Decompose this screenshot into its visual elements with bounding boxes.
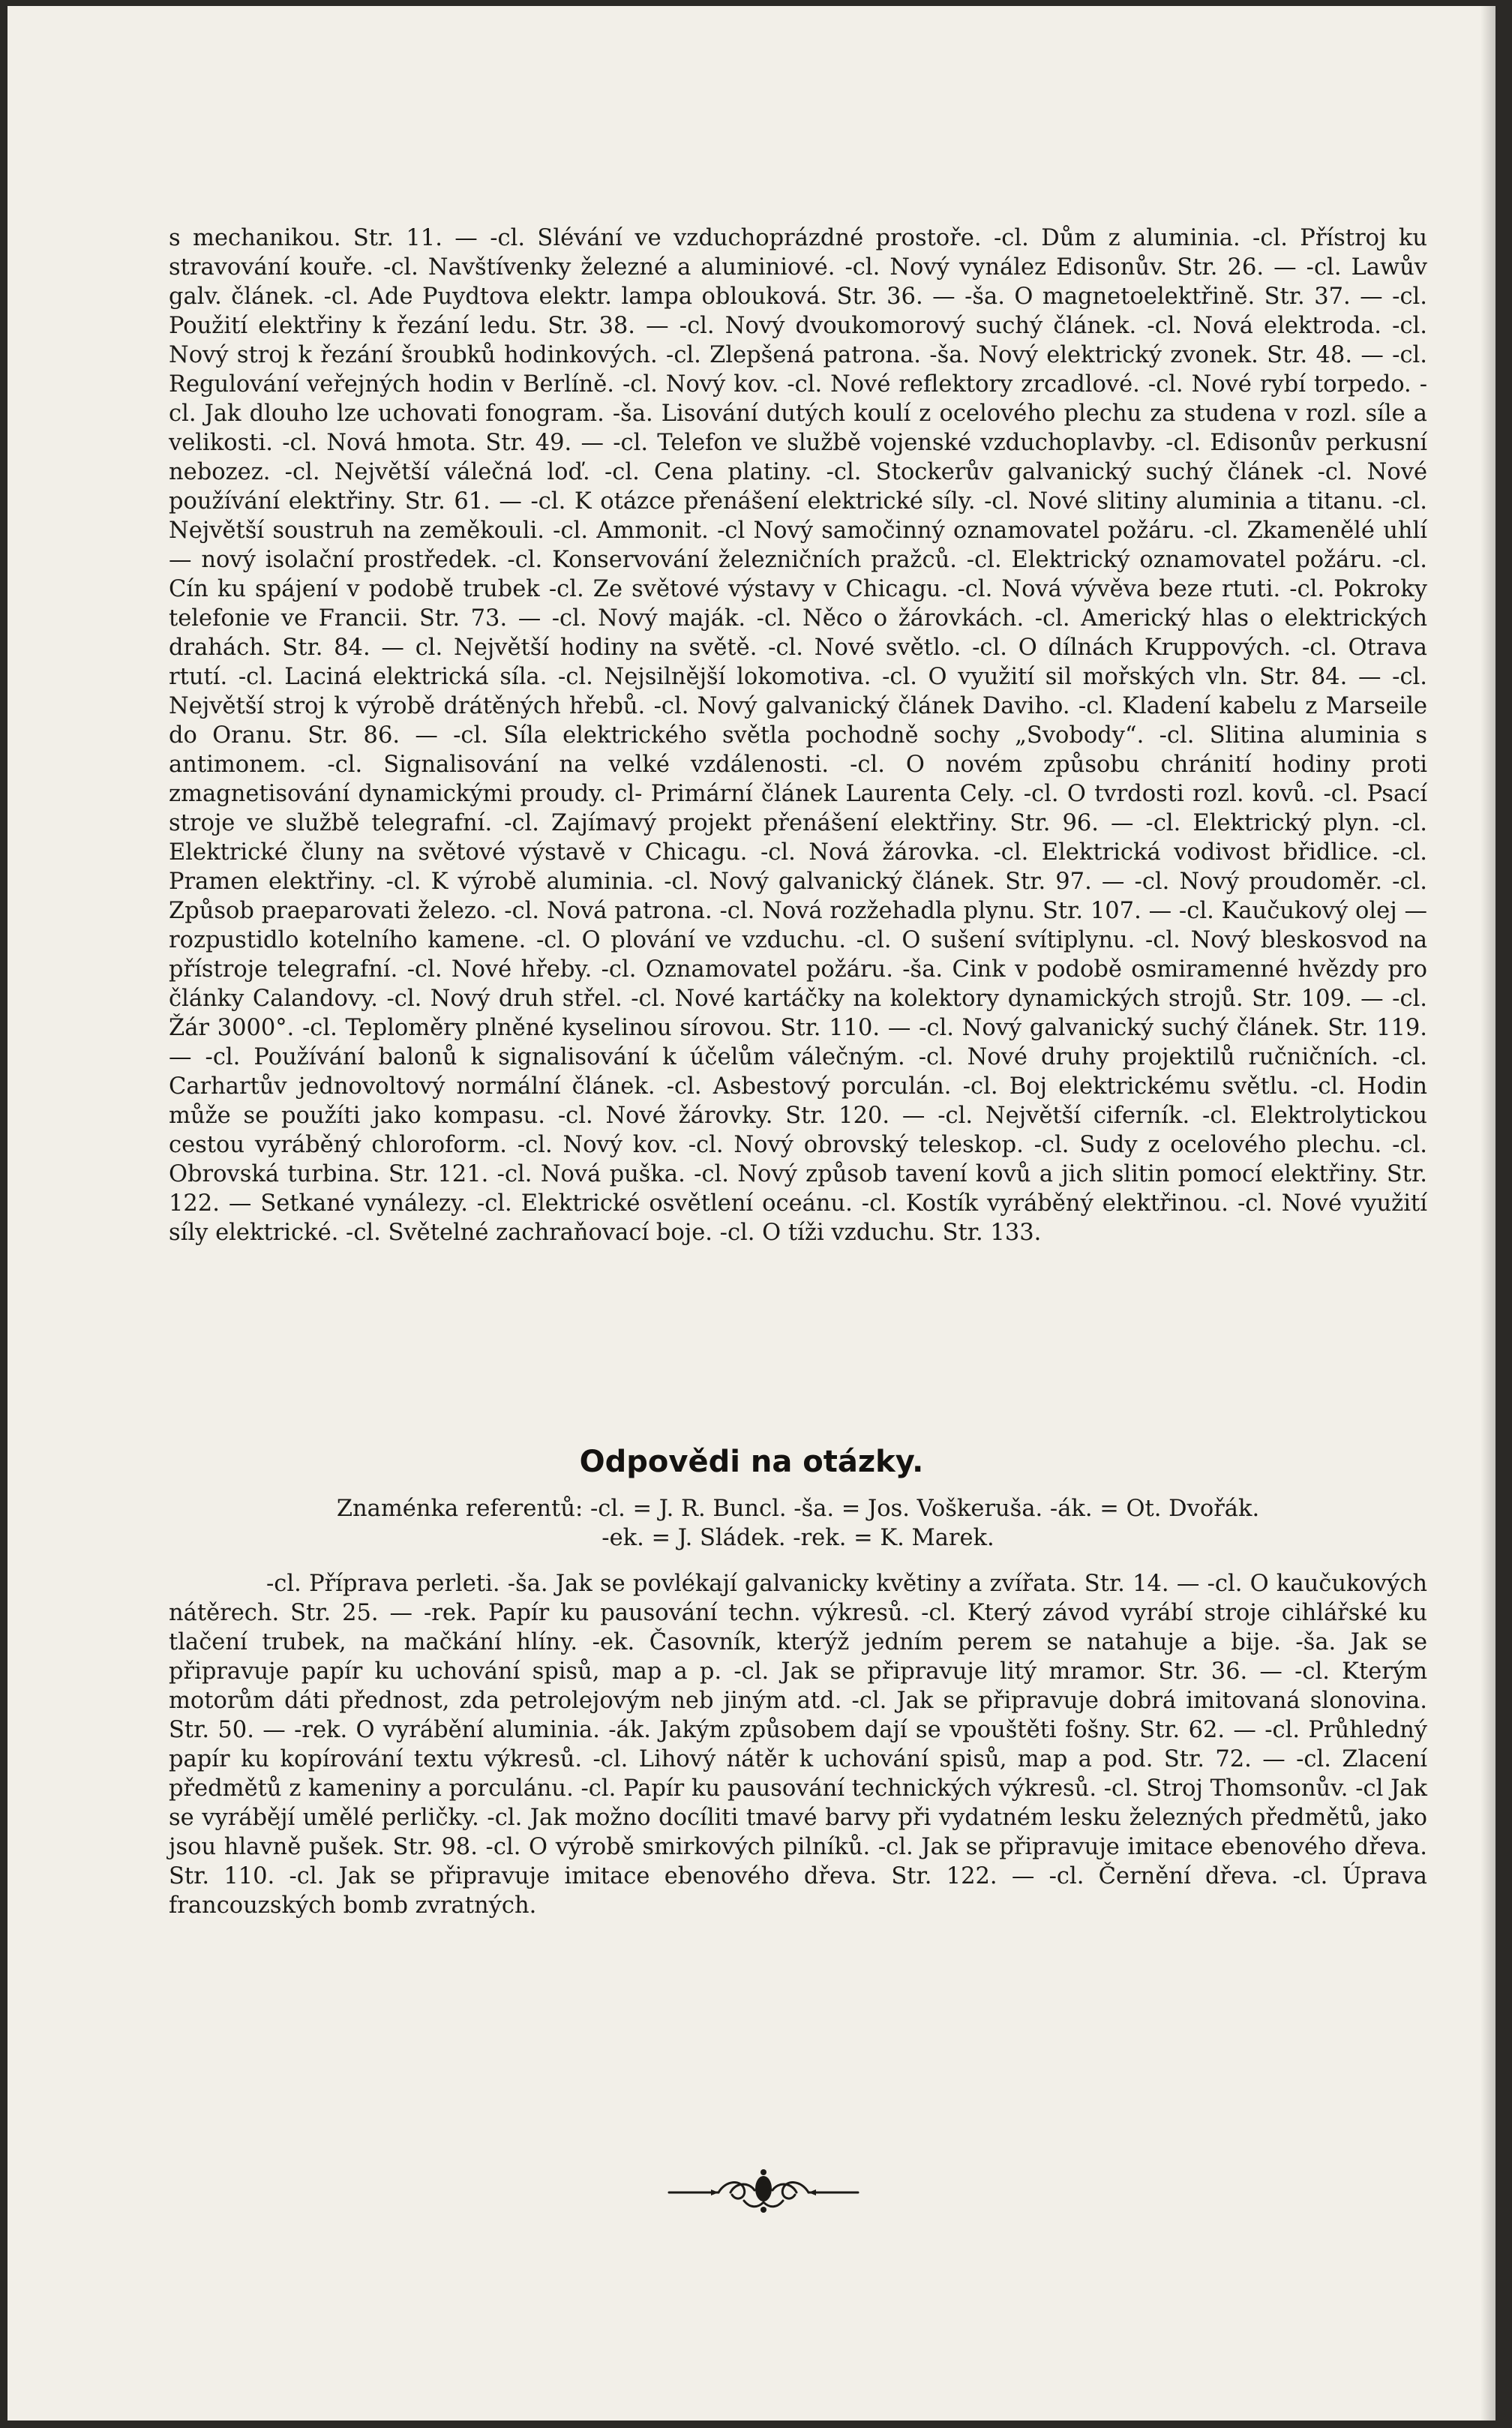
legend-line-1: Znaménka referentů: -cl. = J. R. Buncl. -ša. = Jos. Voškeruša. -ák. = Ot. Dvořák. — [336, 1496, 1260, 1522]
answers-text: -cl. Příprava perleti. -ša. Jak se povlékají galvanicky květiny a zvířata. Str. 14. — -cl. O kaučukových nátěrech. Str. 25. — -rek. Papír ku pausování techn. výkresů. -cl. Který závod vyrábí stroje cihlářské ku tlačení trubek, na mačkání hlíny. -ek. Časovník, kterýž jedním perem se natahuje a bije. -ša. Jak se připravuje papír ku uchování spisů, map a p. -cl. Jak se připravuje litý mramor. Str. 36. — -cl. Kterým motorům dáti přednost, zda petrolejovým neb jiným atd. -cl. Jak se připravuje dobrá imitovaná slonovina. Str. 50. — -rek. O vyrábění aluminia. -ák. Jakým způsobem dají se vpouštěti fošny. Str. 62. — -cl. Průhledný papír ku kopírování textu výkresů. -cl. Lihový nátěr k uchování spisů, map a pod. Str. 72. — -cl. Zlacení předmětů z kameniny a porculánu. -cl. Papír ku pausování technických výkresů. -cl. Stroj Thomsonův. -cl Jak se vyrábějí umělé perličky. -cl. Jak možno docíliti tmavé barvy při vydatném lesku železných předmětů, jako jsou hlavně pušek. Str. 98. -cl. O výrobě smirkových pilníků. -cl. Jak se připravuje imitace ebenového dřeva. Str. 110. -cl. Jak se připravuje imitace ebenového dřeva. Str. 122. — -cl. Černění dřeva. -cl. Úprava francouzských bomb zvratných. — [169, 1571, 1427, 1919]
ornamental-divider-icon — [666, 2166, 861, 2219]
article-index-text: s mechanikou. Str. 11. — -cl. Slévání ve vzduchoprázdné prostoře. -cl. Dům z aluminia. -cl. Přístroj ku stravování kouře. -cl. Navštívenky železné a aluminiové. -cl. Nový vynález Edisonův. Str. 26. — -cl. Lawův galv. článek. -cl. Ade Puydtova elektr. lampa oblouková. Str. 36. — -ša. O magnetoelektřině. Str. 37. — -cl. Použití elektřiny k řezání ledu. Str. 38. — -cl. Nový dvoukomorový suchý článek. -cl. Nová elektroda. -cl. Nový stroj k řezání šroubků hodinkových. -cl. Zlepšená patrona. -ša. Nový elektrický zvonek. Str. 48. — -cl. Regulování veřejných hodin v Berlíně. -cl. Nový kov. -cl. Nové reflektory zrcadlové. -cl. Nové rybí torpedo. -cl. Jak dlouho lze uchovati fonogram. -ša. Lisování dutých koulí z ocelového plechu za studena v rozl. síle a velikosti. -cl. Nová hmota. Str. 49. — -cl. Telefon ve službě vojenské vzduchoplavby. -cl. Edisonův perkusní nebozez. -cl. Největší válečná loď. -cl. Cena platiny. -cl. Stockerův galvanický suchý článek -cl. Nové používání elektřiny. Str. 61. — -cl. K otázce přenášení elektrické síly. -cl. Nové slitiny aluminia a titanu. -cl. Největší soustruh na zeměkouli. -cl. Ammonit. -cl Nový samočinný oznamovatel požáru. -cl. Zkamenělé uhlí — nový isolační prostředek. -cl. Konservování železničních pražců. -cl. Elektrický oznamovatel požáru. -cl. Cín ku spájení v podobě trubek -cl. Ze světové výstavy v Chicagu. -cl. Nová vývěva beze rtuti. -cl. Pokroky telefonie ve Francii. Str. 73. — -cl. Nový maják. -cl. Něco o žárovkách. -cl. Americký hlas o elektrických drahách. Str. 84. — cl. Největší hodiny na světě. -cl. Nové světlo. -cl. O dílnách Kruppových. -cl. Otrava rtutí. -cl. Laciná elektrická síla. -cl. Nejsilnější lokomotiva. -cl. O využití sil mořských vln. Str. 84. — -cl. Největší stroj k výrobě drátěných hřebů. -cl. Nový galvanický článek Daviho. -cl. Kladení kabelu z Marseile do Oranu. Str. 86. — -cl. Síla elektrického světla pochodně sochy „Svobody“. -cl. Slitina aluminia s antimonem. -cl. Signalisování na velké vzdálenosti. -cl. O novém způsobu chránití hodiny proti zmagnetisování dynamickými proudy. cl- Primární článek Laurenta Cely. -cl. O tvrdosti rozl. kovů. -cl. Psací stroje ve službě telegrafní. -cl. Zajímavý projekt přenášení elektřiny. Str. 96. — -cl. Elektrický plyn. -cl. Elektrické čluny na světové výstavě v Chicagu. -cl. Nová žárovka. -cl. Elektrická vodivost břidlice. -cl. Pramen elektřiny. -cl. K výrobě aluminia. -cl. Nový galvanický článek. Str. 97. — -cl. Nový proudoměr. -cl. Způsob praeparovati železo. -cl. Nová patrona. -cl. Nová rozžehadla plynu. Str. 107. — -cl. Kaučukový olej — rozpustidlo kotelního kamene. -cl. O plování ve vzduchu. -cl. O sušení svítiplynu. -cl. Nový bleskosvod na přístroje telegrafní. -cl. Nové hřeby. -cl. Oznamovatel požáru. -ša. Cink v podobě osmiramenné hvězdy pro články Calandovy. -cl. Nový druh střel. -cl. Nové kartáčky na kolektory dynamických strojů. Str. 109. — -cl. Žár 3000°. -cl. Teploměry plněné kyselinou sírovou. Str. 110. — -cl. Nový galvanický suchý článek. Str. 119. — -cl. Používání balonů k signalisování k účelům válečným. -cl. Nové druhy projektilů ručničních. -cl. Carhartův jednovoltový normální článek. -cl. Asbestový porculán. -cl. Boj elektrickému světlu. -cl. Hodin může se použíti jako kompasu. -cl. Nové žárovky. Str. 120. — -cl. Největší ciferník. -cl. Elektrolytickou cestou vyráběný chloroform. -cl. Nový kov. -cl. Nový obrovský teleskop. -cl. Sudy z ocelového plechu. -cl. Obrovská turbina. Str. 121. -cl. Nová puška. -cl. Nový způsob tavení kovů a jich slitin pomocí elektřiny. Str. 122. — Setkané vynálezy. -cl. Elektrické osvětlení oceánu. -cl. Kostík vyráběný elektřinou. -cl. Nové využití síly elektrické. -cl. Světelné zachraňovací boje. -cl. O tíži vzduchu. Str. 133. — [169, 225, 1427, 1246]
answers-heading: Odpovědi na otázky. — [579, 1445, 924, 1479]
page-edge-shadow — [1480, 6, 1496, 2420]
legend-line-2: -ek. = J. Sládek. -rek. = K. Marek. — [602, 1525, 994, 1551]
page — [8, 6, 1496, 2420]
referent-legend — [169, 1494, 1427, 1553]
